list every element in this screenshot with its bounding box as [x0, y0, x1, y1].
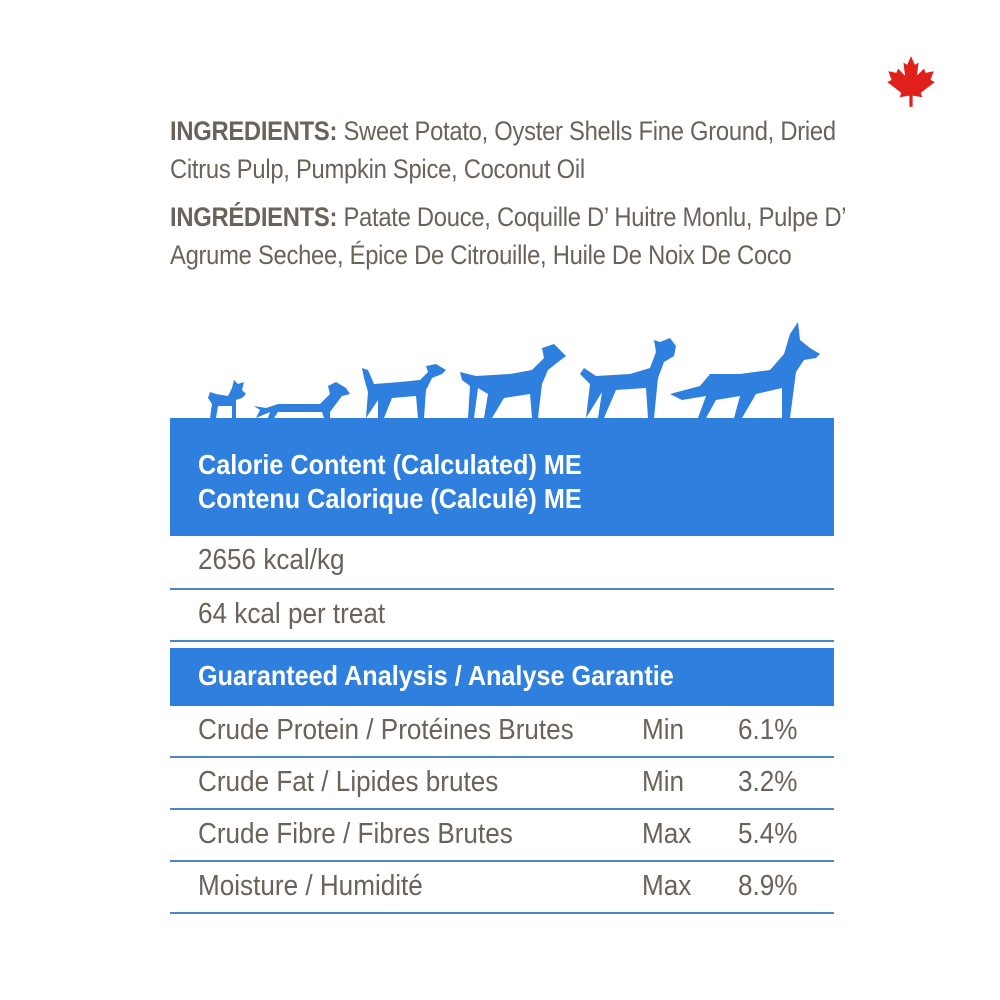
analysis-title: Guaranteed Analysis / Analyse Garantie — [198, 660, 674, 691]
analysis-row-kind: Max — [642, 818, 692, 850]
guaranteed-analysis-header — [170, 648, 834, 706]
ingredients-en-label: INGREDIENTS: — [170, 116, 338, 146]
ingredients-en-text: Sweet Potato, Oyster Shells Fine Ground, Dried Citrus Pulp, Pumpkin Spice, Coconut Oil — [170, 116, 836, 184]
analysis-row-value: 8.9% — [738, 870, 798, 902]
analysis-row-name: Crude Protein / Protéines Brutes — [198, 714, 574, 746]
dog-sizes-silhouette-icon — [170, 318, 834, 430]
calorie-row-kg — [170, 536, 834, 590]
analysis-row-value: 5.4% — [738, 818, 798, 850]
analysis-row-kind: Min — [642, 714, 685, 746]
analysis-row-value: 6.1% — [738, 714, 798, 746]
ingredients-fr — [170, 198, 874, 274]
ingredients-en — [170, 112, 874, 188]
analysis-row — [170, 706, 834, 758]
analysis-row — [170, 810, 834, 862]
analysis-row — [170, 862, 834, 914]
calorie-title-fr: Contenu Calorique (Calculé) ME — [198, 483, 582, 514]
analysis-row-name: Crude Fibre / Fibres Brutes — [198, 818, 513, 850]
calorie-content-header — [170, 426, 834, 536]
calorie-per-treat: 64 kcal per treat — [198, 598, 386, 630]
analysis-row-name: Moisture / Humidité — [198, 870, 423, 902]
calorie-row-treat — [170, 590, 834, 642]
analysis-row-kind: Max — [642, 870, 692, 902]
calorie-per-kg: 2656 kcal/kg — [198, 544, 345, 576]
ingredients-section — [170, 112, 874, 284]
ingredients-fr-label: INGRÉDIENTS: — [170, 202, 338, 232]
calorie-title-en: Calorie Content (Calculated) ME — [198, 449, 582, 480]
analysis-row — [170, 758, 834, 810]
maple-leaf-icon — [884, 54, 938, 108]
analysis-row-kind: Min — [642, 766, 685, 798]
analysis-row-value: 3.2% — [738, 766, 798, 798]
ingredients-fr-text: Patate Douce, Coquille D’ Huitre Monlu, Pulpe D’ Agrume Sechee, Épice De Citrouille, Huile De Noix De Coco — [170, 202, 846, 270]
analysis-row-name: Crude Fat / Lipides brutes — [198, 766, 499, 798]
